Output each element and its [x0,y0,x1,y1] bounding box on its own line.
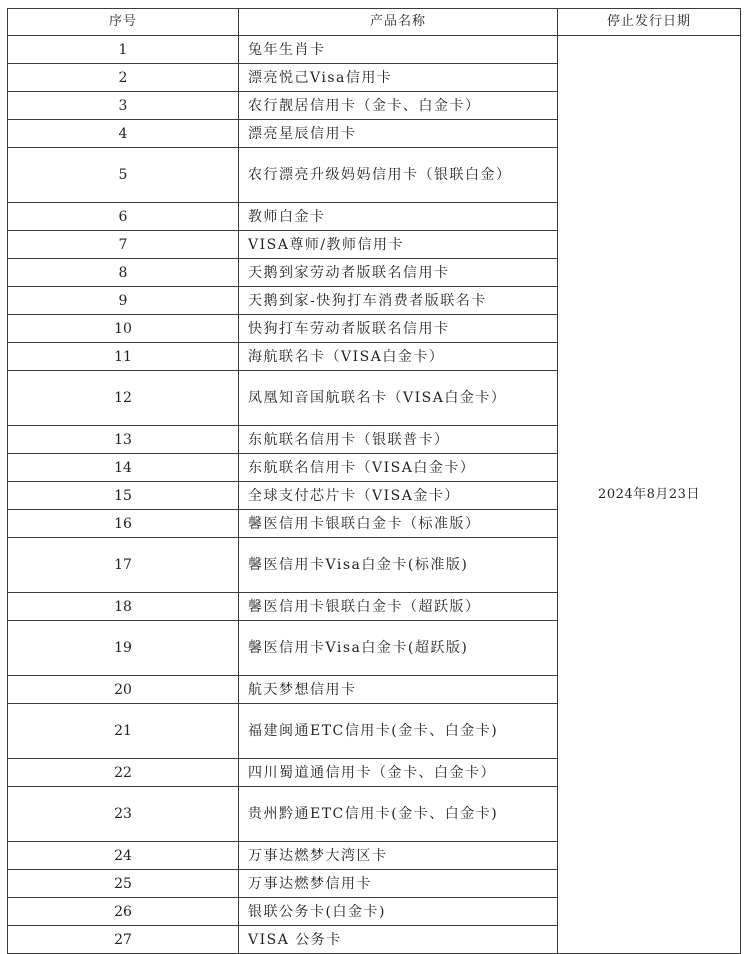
row-product-name: 兔年生肖卡 [239,36,558,64]
row-product-name: 漂亮星辰信用卡 [239,120,558,148]
header-serial-number: 序号 [8,9,239,36]
row-product-name: VISA尊师/教师信用卡 [239,231,558,259]
table-row [8,36,741,64]
row-serial-number: 11 [8,343,239,371]
discontinued-cards-table [7,8,741,954]
row-product-name: VISA 公务卡 [239,926,558,954]
row-serial-number: 23 [8,787,239,842]
row-product-name: 银联公务卡(白金卡) [239,898,558,926]
row-product-name: 漂亮悦己Visa信用卡 [239,64,558,92]
row-product-name: 农行漂亮升级妈妈信用卡（银联白金） [239,148,558,203]
row-serial-number: 25 [8,870,239,898]
row-product-name: 东航联名信用卡（VISA白金卡） [239,454,558,482]
row-serial-number: 18 [8,593,239,621]
row-serial-number: 17 [8,538,239,593]
header-product-name: 产品名称 [239,9,558,36]
row-serial-number: 8 [8,259,239,287]
row-serial-number: 13 [8,426,239,454]
table-body [8,36,741,954]
row-serial-number: 6 [8,203,239,231]
row-serial-number: 9 [8,287,239,315]
row-serial-number: 20 [8,676,239,704]
row-product-name: 海航联名卡（VISA白金卡） [239,343,558,371]
row-serial-number: 1 [8,36,239,64]
row-product-name: 全球支付芯片卡（VISA金卡） [239,482,558,510]
row-product-name: 万事达燃梦大湾区卡 [239,842,558,870]
row-product-name: 馨医信用卡Visa白金卡(标准版) [239,538,558,593]
row-serial-number: 16 [8,510,239,538]
row-serial-number: 24 [8,842,239,870]
row-serial-number: 26 [8,898,239,926]
row-product-name: 凤凰知音国航联名卡（VISA白金卡） [239,371,558,426]
row-serial-number: 2 [8,64,239,92]
row-serial-number: 15 [8,482,239,510]
row-product-name: 教师白金卡 [239,203,558,231]
row-product-name: 福建闽通ETC信用卡(金卡、白金卡) [239,704,558,759]
row-product-name: 贵州黔通ETC信用卡(金卡、白金卡) [239,787,558,842]
row-product-name: 万事达燃梦信用卡 [239,870,558,898]
row-product-name: 东航联名信用卡（银联普卡） [239,426,558,454]
row-serial-number: 10 [8,315,239,343]
row-product-name: 农行靓居信用卡（金卡、白金卡） [239,92,558,120]
row-product-name: 航天梦想信用卡 [239,676,558,704]
row-product-name: 四川蜀道通信用卡（金卡、白金卡） [239,759,558,787]
document-body [7,8,741,954]
row-serial-number: 12 [8,371,239,426]
row-serial-number: 19 [8,621,239,676]
table-header-row [8,9,741,36]
row-serial-number: 3 [8,92,239,120]
row-serial-number: 14 [8,454,239,482]
row-product-name: 天鹅到家-快狗打车消费者版联名卡 [239,287,558,315]
row-serial-number: 5 [8,148,239,203]
row-product-name: 馨医信用卡银联白金卡（标准版） [239,510,558,538]
header-stop-date: 停止发行日期 [558,9,741,36]
row-product-name: 馨医信用卡Visa白金卡(超跃版) [239,621,558,676]
row-serial-number: 7 [8,231,239,259]
stop-issuance-date: 2024年8月23日 [558,36,741,954]
row-serial-number: 4 [8,120,239,148]
row-serial-number: 22 [8,759,239,787]
row-product-name: 馨医信用卡银联白金卡（超跃版） [239,593,558,621]
row-serial-number: 21 [8,704,239,759]
row-product-name: 快狗打车劳动者版联名信用卡 [239,315,558,343]
row-serial-number: 27 [8,926,239,954]
row-product-name: 天鹅到家劳动者版联名信用卡 [239,259,558,287]
